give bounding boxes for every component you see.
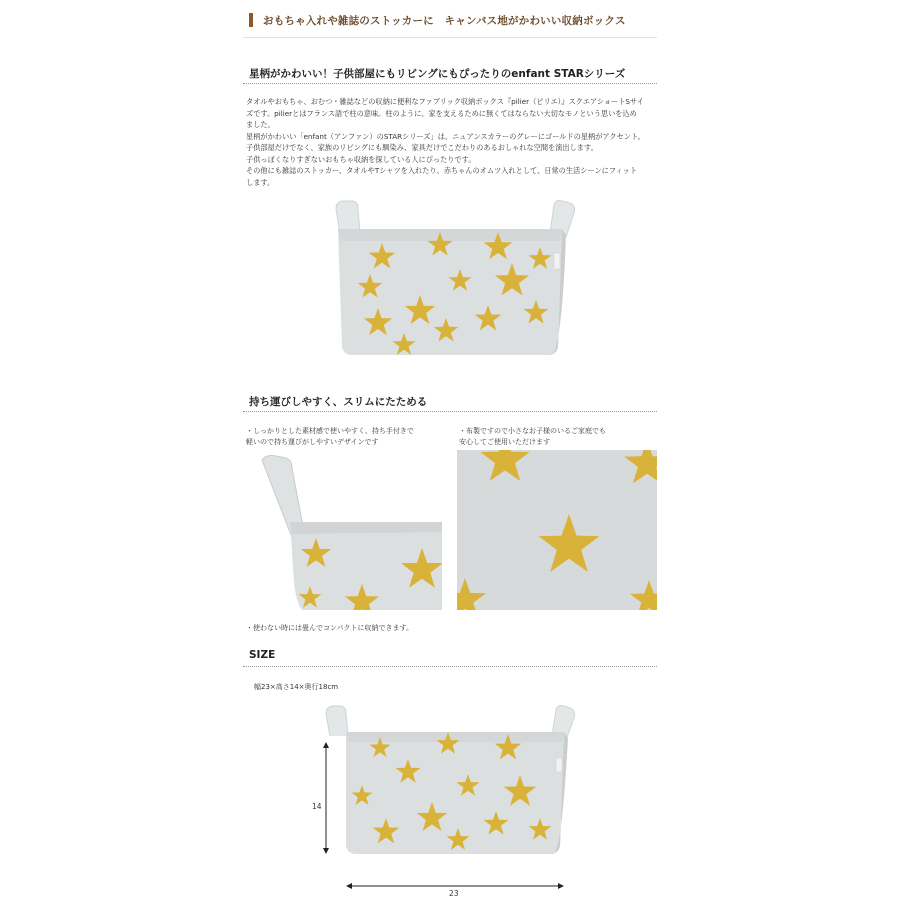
- header-title: おもちゃ入れや雑誌のストッカーに キャンバス地がかわいい収納ボックス: [263, 14, 626, 27]
- section2-divider: [243, 411, 657, 412]
- caption-line: ・布製ですので小さなお子様のいるご家庭でも: [459, 427, 606, 435]
- size-divider: [243, 666, 657, 667]
- description-line: タオルやおもちゃ、おむつ・雑誌などの収納に便利なファブリック収納ボックス『pilier（ピリエ）』スクエアショートSサイ: [246, 97, 644, 106]
- handle-caption: [246, 426, 414, 448]
- description-line: ました。: [246, 120, 275, 129]
- caption-line: 安心してご使用いただけます: [459, 438, 550, 446]
- size-dimensions: 幅23×高さ14×奥行18cm: [254, 683, 339, 691]
- caption-line: ・しっかりとした素材感で使いやすく、持ち手付きで: [246, 427, 414, 435]
- description-line: 星柄がかわいい「enfant（アンファン）のSTARシリーズ」は、ニュアンスカラーのグレーにゴールドの星柄がアクセント。: [246, 131, 645, 141]
- fabric-caption: [459, 426, 606, 448]
- section1-divider: [243, 83, 657, 84]
- fabric-closeup-photo: [457, 450, 657, 610]
- section2-heading: 持ち運びしやすく、スリムにたためる: [249, 396, 428, 408]
- product-photo-main: [300, 195, 590, 375]
- description-line: 子供っぽくなりすぎないおもちゃ収納を探している人にぴったりです。: [246, 154, 476, 164]
- description-line: ズです。pilierとはフランス語で柱の意味。柱のように、家を支えるために無くてはならない大切なモノという思いを込め: [246, 108, 637, 118]
- description-line: します。: [246, 177, 275, 187]
- size-heading: SIZE: [249, 649, 276, 661]
- section1-description: [246, 96, 666, 188]
- page-header: [249, 12, 626, 28]
- size-diagram-photo: [300, 700, 590, 900]
- width-label: 23: [449, 889, 459, 898]
- description-line: その他にも雑誌のストッカー、タオルやTシャツを入れたり、赤ちゃんのオムツ入れとして、日常の生活シーンにフィット: [246, 166, 638, 175]
- height-label: 14: [312, 802, 322, 811]
- section1-heading: 星柄がかわいい！子供部屋にもリビングにもぴったりのenfant STARシリーズ: [249, 68, 626, 80]
- caption-line: 軽いので持ち運びがしやすいデザインです: [246, 438, 379, 446]
- handle-detail-photo: [246, 452, 442, 610]
- header-accent-bar: [249, 13, 253, 27]
- fold-note: ・使わない時には畳んでコンパクトに収納できます。: [246, 624, 413, 632]
- description-line: 子供部屋だけでなく、家族のリビングにも馴染み、家具だけでこだわりのあるおしゃれな空間を演出します。: [246, 143, 598, 152]
- header-divider: [243, 37, 657, 38]
